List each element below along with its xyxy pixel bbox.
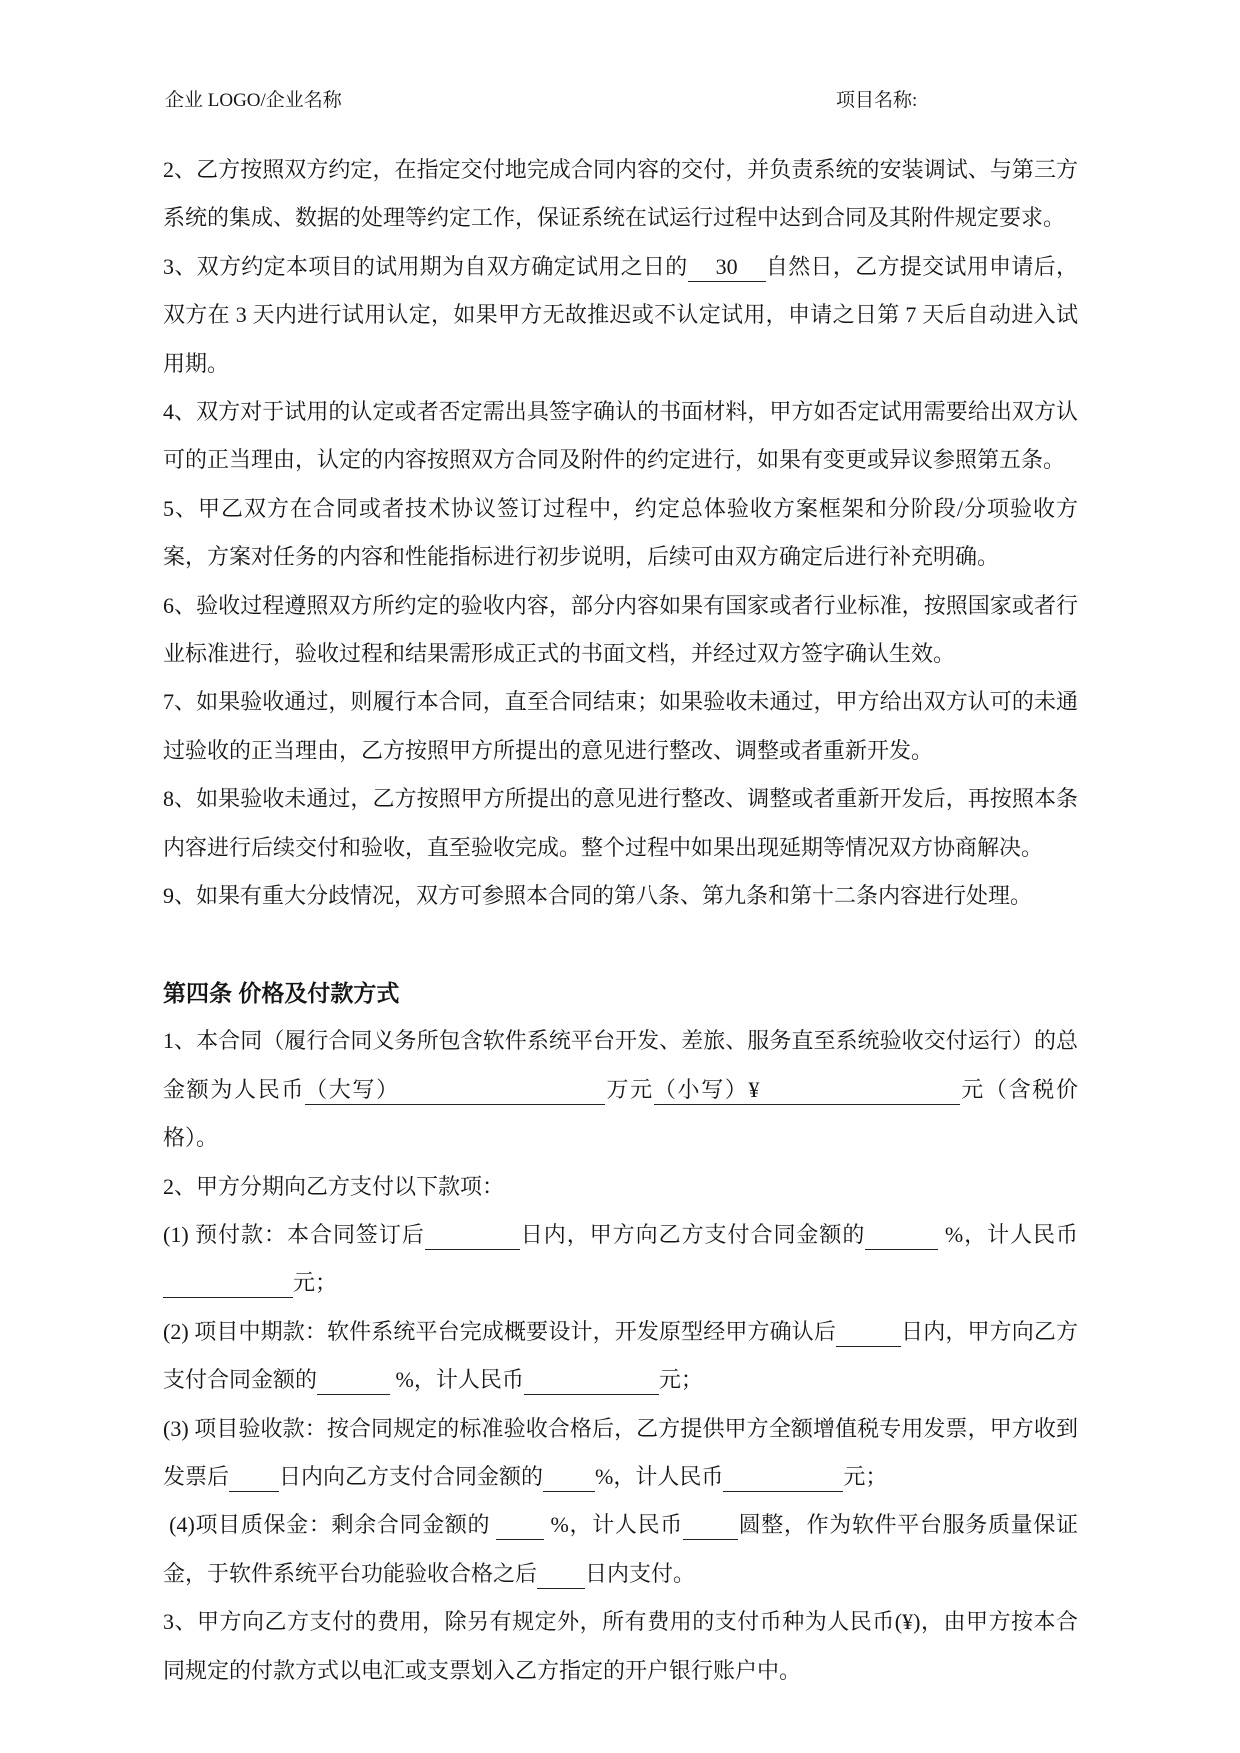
blank-field	[496, 1511, 544, 1540]
text-run: 3、双方约定本项目的试用期为自双方确定试用之日的	[163, 253, 688, 279]
text-run: 元；	[843, 1463, 888, 1489]
clause-delivery-7	[163, 678, 1078, 775]
blank-field	[400, 1076, 605, 1105]
text-run: 8、如果验收未通过，乙方按照甲方所提出的意见进行整改、调整或者重新开发后，再按照本条内容进行后续交付和验收，直至验收完成。整个过程中如果出现延期等情况双方协商解决。	[163, 786, 1078, 860]
clause-price-2	[163, 1163, 1078, 1211]
blank-field	[683, 1511, 738, 1540]
payment-item-3	[163, 1405, 1078, 1502]
underlined-label: （大写）	[305, 1077, 400, 1105]
text-run: (4)项目质保金：剩余合同金额的	[163, 1512, 497, 1538]
blank-field	[723, 1463, 843, 1492]
text-run: (1) 预付款：本合同签订后	[163, 1221, 425, 1247]
text-run: 日内支付。	[585, 1560, 696, 1586]
underlined-label: （小写）¥	[654, 1077, 760, 1105]
text-run: 2、甲方分期向乙方支付以下款项：	[163, 1173, 505, 1199]
text-run: 万元	[604, 1076, 654, 1102]
spacer	[163, 921, 1078, 969]
text-run: 日内向乙方支付合同金额的	[279, 1463, 544, 1489]
text-run: 1、本合同（履行合同义务所包含软件系统平台开发、差旅、服务直至系统验收交付运行）的总金额为人民币	[163, 1028, 1078, 1102]
clause-delivery-3	[163, 243, 1078, 388]
text-run: %，计人民币	[544, 1512, 683, 1538]
text-run: 9、如果有重大分歧情况，双方可参照本合同的第八条、第九条和第十二条内容进行处理。	[163, 883, 1033, 909]
company-logo-name: 企业 LOGO/企业名称	[165, 90, 342, 111]
text-run: 4、双方对于试用的认定或者否定需出具签字确认的书面材料，甲方如否定试用需要给出双方认可的正当理由，认定的内容按照双方合同及附件的约定进行，如果有变更或异议参照第五条。	[163, 399, 1078, 473]
clause-delivery-4	[163, 388, 1078, 485]
blank-field	[865, 1221, 938, 1250]
clause-price-3	[163, 1598, 1078, 1695]
blank-field	[760, 1076, 960, 1105]
text-run: 元；	[293, 1270, 338, 1296]
text-run: (2) 项目中期款：软件系统平台完成概要设计，开发原型经甲方确认后	[163, 1318, 836, 1344]
blank-field	[524, 1366, 659, 1395]
text-run: 第四条 价格及付款方式	[163, 979, 400, 1006]
text-run: 自然日，乙方提交试用申请后，双方在 3 天内进行试用认定，如果甲方无故推迟或不认定试用，申请之日第 7 天后自动进入试用期。	[163, 253, 1078, 376]
text-run: 7、如果验收通过，则履行本合同，直至合同结束；如果验收未通过，甲方给出双方认可的未通过验收的正当理由，乙方按照甲方所提出的意见进行整改、调整或者重新开发。	[163, 689, 1078, 763]
text-run: 日内，甲方向乙方支付合同金额的	[163, 1318, 1078, 1393]
clause-price-1	[163, 1017, 1078, 1162]
filled-blank-field: 30	[688, 253, 766, 282]
text-run: %，计人民币	[595, 1463, 724, 1489]
clause-delivery-8	[163, 775, 1078, 872]
blank-field	[543, 1463, 595, 1492]
text-run: 5、甲乙双方在合同或者技术协议签订过程中，约定总体验收方案框架和分阶段/分项验收方案，方案对任务的内容和性能指标进行初步说明，后续可由双方确定后进行补充明确。	[163, 495, 1078, 570]
document-body	[163, 146, 1078, 1695]
section-4-heading	[163, 969, 1078, 1017]
payment-item-1	[163, 1211, 1078, 1308]
text-run: (3) 项目验收款：按合同规定的标准验收合格后，乙方提供甲方全额增值税专用发票，甲方收到发票后	[163, 1415, 1078, 1489]
text-run: 元（含税价格）。	[163, 1076, 1078, 1151]
text-run: 元；	[658, 1367, 703, 1393]
payment-item-2	[163, 1308, 1078, 1405]
clause-delivery-5	[163, 485, 1078, 582]
text-run: 6、验收过程遵照双方所约定的验收内容，部分内容如果有国家或者行业标准，按照国家或者行业标准进行，验收过程和结果需形成正式的书面文档，并经过双方签字确认生效。	[163, 592, 1078, 667]
blank-field	[163, 1269, 293, 1298]
text-run: 2、乙方按照双方约定，在指定交付地完成合同内容的交付，并负责系统的安装调试、与第三方系统的集成、数据的处理等约定工作，保证系统在试运行过程中达到合同及其附件规定要求。	[163, 157, 1078, 231]
blank-field	[537, 1560, 585, 1589]
text-run: %，计人民币	[938, 1221, 1079, 1247]
payment-item-4	[163, 1501, 1078, 1598]
text-run: 3、甲方向乙方支付的费用，除另有规定外，所有费用的支付币种为人民币(¥)，由甲方按本合同规定的付款方式以电汇或支票划入乙方指定的开户银行账户中。	[163, 1609, 1078, 1683]
blank-field	[425, 1221, 520, 1250]
blank-field	[836, 1318, 901, 1347]
text-run: 圆整，作为软件平台服务质量保证金，于软件系统平台功能验收合格之后	[163, 1512, 1078, 1586]
project-name-label: 项目名称:	[836, 90, 918, 111]
text-run: 日内，甲方向乙方支付合同金额的	[519, 1221, 866, 1247]
blank-field	[229, 1463, 279, 1492]
clause-delivery-9	[163, 872, 1078, 920]
clause-delivery-6	[163, 582, 1078, 679]
clause-delivery-2	[163, 146, 1078, 243]
text-run: %，计人民币	[390, 1367, 524, 1393]
blank-field	[317, 1366, 390, 1395]
